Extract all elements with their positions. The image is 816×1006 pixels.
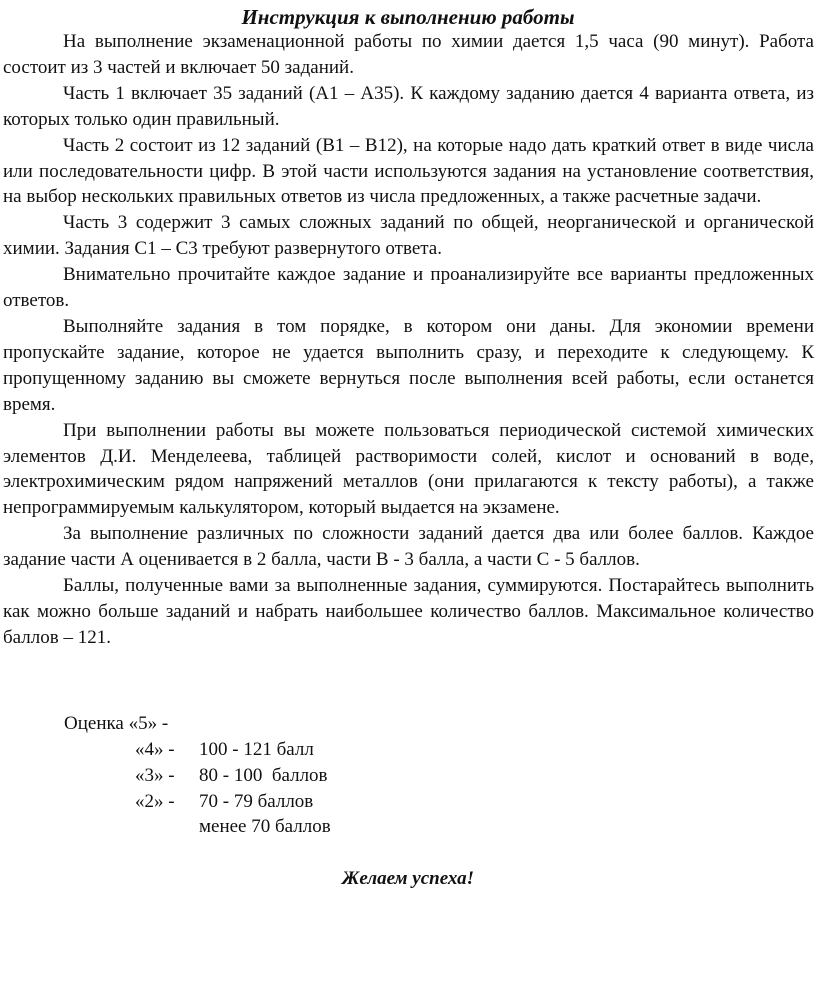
paragraph-order: Выполняйте задания в том порядке, в котором они даны. Для экономии времени пропускайте задание, которое не удается выполнить сразу, и переходите к следующему. К пропущенному заданию вы сможете вернуться после выполнения всей работы, если останется время. (3, 315, 814, 415)
paragraph-read-carefully: Внимательно прочитайте каждое задание и проанализируйте все варианты предложенных ответов. (3, 264, 814, 312)
grade-label: Оценка «5» - (64, 712, 169, 734)
paragraph-materials: При выполнении работы вы можете пользоваться периодической системой химических элементов Д.И. Менделеева, таблицей растворимости солей, кислот и оснований в воде, электрохимическим рядом напряжений металлов (они прилагаются к тексту работы), а также непрограммируемым калькулятором, который выдается на экзамене. (3, 419, 814, 519)
grade-label: «3» - (135, 764, 175, 786)
grade-range: 80 - 100 баллов (199, 764, 328, 786)
closing-wish: Желаем успеха! (341, 868, 475, 889)
grade-label: «2» - (135, 790, 175, 812)
grade-range: 100 - 121 балл (199, 738, 314, 760)
instructions-body (3, 29, 814, 651)
paragraph-scoring: За выполнение различных по сложности заданий дается два или более баллов. Каждое задание части А оценивается в 2 балла, части В - 3 балла, а части С - 5 баллов. (3, 523, 814, 571)
grade-label: «4» - (135, 738, 175, 760)
paragraph-part-3: Часть 3 содержит 3 самых сложных заданий по общей, неорганической и органической химии. Задания С1 – С3 требуют развернутого ответа. (3, 212, 814, 260)
document-title: Инструкция к выполнению работы (241, 5, 575, 29)
paragraph-part-2: Часть 2 состоит из 12 заданий (В1 – В12), на которые надо дать краткий ответ в виде числа или последовательности цифр. В этой части используются задания на установление соответствия, на выбор нескольких правильных ответов из числа предложенных, а также расчетные задачи. (3, 134, 814, 208)
grade-row (0, 685, 816, 760)
grade-range: 70 - 79 баллов (199, 790, 314, 812)
paragraph-duration: На выполнение экзаменационной работы по химии дается 1,5 часа (90 минут). Работа состоит из 3 частей и включает 50 заданий. (3, 31, 814, 78)
paragraph-part-1: Часть 1 включает 35 заданий (А1 – А35). К каждому заданию дается 4 варианта ответа, из которых только один правильный. (3, 82, 814, 130)
paragraph-total: Баллы, полученные вами за выполненные задания, суммируются. Постарайтесь выполнить как можно больше заданий и набрать наибольшее количество баллов. Максимальное количество баллов – 121. (3, 575, 814, 648)
grading-scale (0, 685, 816, 838)
grade-range: менее 70 баллов (199, 816, 331, 838)
